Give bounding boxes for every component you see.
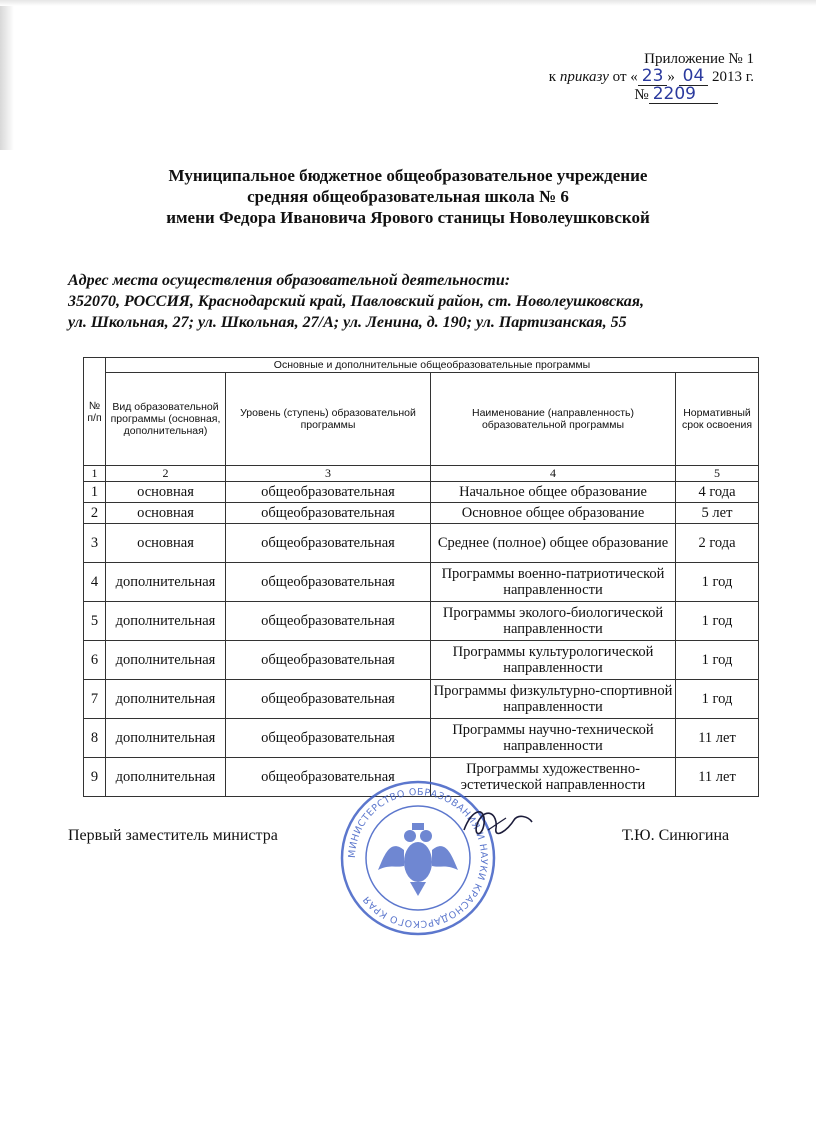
col-header-term: Нормативный срок освоения [676, 373, 759, 466]
order-number: 2209 [649, 86, 718, 104]
signatory-position: Первый заместитель министра [68, 827, 278, 844]
handwritten-signature [458, 800, 538, 850]
address-line-1: 352070, РОССИЯ, Краснодарский край, Павловский район, ст. Новолеушковская, [68, 293, 644, 310]
scan-edge-shadow [0, 0, 14, 150]
table-row: 3 основная общеобразовательная Среднее (полное) общее образование 2 года [84, 524, 759, 563]
group-header: Основные и дополнительные общеобразовательные программы [106, 358, 759, 373]
annex-title: Приложение № 1 [644, 51, 754, 67]
table-row: 5 дополнительная общеобразовательная Программы эколого-биологической направленности 1 год [84, 602, 759, 641]
table-row: 1 основная общеобразовательная Начальное общее образование 4 года [84, 482, 759, 503]
order-reference: к приказу от « 23 » 04 2013 г. [548, 66, 754, 86]
address-line-2: ул. Школьная, 27; ул. Школьная, 27/А; ул. Ленина, д. 190; ул. Партизанская, 55 [68, 314, 627, 331]
col-header-level: Уровень (ступень) образовательной программы [226, 373, 431, 466]
signatory-name: Т.Ю. Синюгина [622, 827, 730, 844]
stamp-text: МИНИСТЕРСТВО ОБРАЗОВАНИЯ И НАУКИ КРАСНОДАРСКОГО КРАЯ [346, 786, 490, 930]
order-day: 23 [638, 68, 668, 86]
order-month: 04 [679, 68, 709, 86]
col-header-num: № п/п [84, 358, 106, 466]
programs-table [83, 357, 759, 797]
annex-header [549, 50, 754, 104]
school-title: Муниципальное бюджетное общеобразовательное учреждение средняя общеобразовательная школа № 6 имени Федора Ивановича Ярового станицы Новолеушковской [166, 166, 650, 227]
table-row: 9 дополнительная общеобразовательная Программы художественно-эстетической направленности 11 лет [84, 758, 759, 797]
col-header-kind: Вид образовательной программы (основная, дополнительная) [106, 373, 226, 466]
address-heading: Адрес места осуществления образовательной деятельности: [68, 272, 511, 289]
table-row: 2 основная общеобразовательная Основное общее образование 5 лет [84, 503, 759, 524]
coat-of-arms-icon [378, 823, 458, 896]
table-row: 6 дополнительная общеобразовательная Программы культурологической направленности 1 год [84, 641, 759, 680]
table-row: 4 дополнительная общеобразовательная Программы военно-патриотической направленности 1 год [84, 563, 759, 602]
table-row: 7 дополнительная общеобразовательная Программы физкультурно-спортивной направленности 1 год [84, 680, 759, 719]
address-block [68, 270, 788, 333]
order-number-line: № 2209 [549, 86, 718, 104]
scan-top-shadow [0, 0, 816, 6]
column-numbers-row: 1 2 3 4 5 [84, 466, 759, 482]
col-header-name: Наименование (направленность) образовательной программы [431, 373, 676, 466]
order-year: 2013 г. [712, 69, 754, 85]
table-row: 8 дополнительная общеобразовательная Программы научно-технической направленности 11 лет [84, 719, 759, 758]
